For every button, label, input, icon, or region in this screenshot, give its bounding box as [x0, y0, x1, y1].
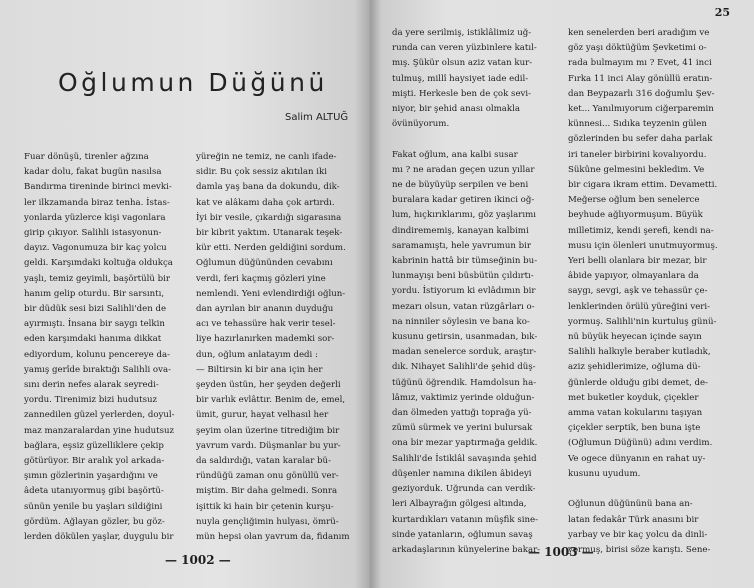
text-line: maz manzaralardan yine hudutsuz: [24, 425, 175, 436]
text-line: hanım gelip oturdu. Bir sarsıntı,: [24, 288, 165, 299]
text-line: saramamıştı, hele yavrumun bir: [392, 240, 531, 251]
text-line: dun, oğlum anlatayım dedi :: [196, 349, 318, 360]
text-line: lerden dökülen yaşlar, duygulu bir: [24, 532, 174, 543]
text-line: girip çıkıyor. Salihli istasyonun-: [24, 228, 162, 239]
text-line: övünüyorum.: [392, 119, 450, 130]
author-name: Salim ALTUĞ: [285, 112, 349, 123]
text-line: beyhude ağlıyormuşum. Büyük: [568, 210, 703, 221]
text-line: âdeta utanıyormuş gibi başörtü-: [24, 486, 164, 497]
text-line: nü büyük heyecan içinde sayın: [568, 332, 702, 343]
text-line: — Biltirsin ki bir ana için her: [196, 364, 323, 375]
text-line: Fırka 11 inci Alay gönüllü eratın-: [568, 73, 713, 84]
text-line: ediyordum, kolunu pencereye da-: [24, 349, 171, 360]
text-line: ne de büyüyüp serpilen ve beni: [392, 180, 529, 191]
text-line: ket... Yanılmıyorum ciğerparemin: [568, 104, 714, 115]
text-line: Fuar dönüşü, tirenler ağzına: [24, 152, 149, 162]
text-line: kusunu getirsin, usanmadan, bık-: [392, 332, 538, 343]
text-line: nemlendi. Yeni evlendirdiği oğlun-: [196, 288, 346, 299]
text-line: şımın gözlerinin yaşardığını ve: [24, 471, 158, 482]
text-line: acı ve tehassüre hak verir tesel-: [196, 319, 336, 330]
text-column-4: [568, 26, 738, 558]
text-line: sinde yatanların, oğlumun savaş: [392, 529, 533, 540]
text-line: lum, hıçkırıklarımı, göz yaşlarımı: [392, 210, 537, 221]
left-page: [0, 0, 370, 588]
text-line: yormuş, birisi söze karıştı. Sene-: [568, 544, 711, 555]
text-line: ründüğü zaman onu gönüllü ver-: [196, 471, 339, 482]
text-line: (Oğlumun Düğünü) adını verdim.: [568, 438, 713, 449]
article-title: Oğlumun Düğünü: [58, 68, 328, 97]
text-line: kadar dolu, fakat bugün nasılsa: [24, 167, 162, 178]
text-line: künnesi... Sıdıka teyzenin gülen: [568, 119, 707, 130]
text-line: met buketler koyduk, çiçekler: [568, 392, 699, 403]
text-line: niyor, bir şehid anası olmakla: [392, 104, 520, 115]
text-line: şeyden üstün, her şeyden değerli: [196, 380, 341, 391]
text-line: [392, 132, 552, 147]
text-line: ken senelerden beri aradığım ve: [568, 28, 710, 38]
text-line: götürüyor. Bir aralık yol arkada-: [24, 456, 165, 467]
text-column-2: [196, 150, 360, 545]
page-number-left: — 1002 —: [165, 553, 231, 567]
text-line: Salihli halkıyle beraber kutladık,: [568, 347, 711, 358]
text-line: Oğlunun düğününü bana an-: [568, 499, 693, 510]
text-line: Meğerse oğlum ben senelerce: [568, 195, 700, 206]
text-line: lunmayışı beni büsbütün çıldırtı-: [392, 271, 534, 282]
text-line: runda can veren yüzbinlere katıl-: [392, 43, 537, 54]
text-line: tüğünü öğrendik. Hamdolsun ha-: [392, 377, 537, 388]
text-line: ayırmıştı. İnsana bir saygı telkin: [24, 319, 165, 330]
text-line: musu için ölenleri unutmuyormuş.: [568, 240, 718, 251]
text-line: Yeri belli olanlara bir mezar, bir: [568, 256, 707, 267]
text-line: Salihli'de İstiklâl savaşında şehid: [392, 453, 537, 464]
text-line: bir kibrit yaktım. Utanarak teşek-: [196, 228, 343, 239]
text-line: göz yaşı döktüğüm Şevketimi o-: [568, 43, 707, 54]
text-line: geziyorduk. Uğrunda can verdik-: [392, 484, 536, 495]
text-line: aziz şehidlerimize, oğluma dü-: [568, 362, 701, 373]
text-line: zümü sürmek ve yerini bulursak: [392, 423, 533, 434]
text-line: yamış gerîde bıraktığı Salihli ova-: [24, 364, 171, 375]
text-line: yordu. Tirenimiz bizi hudutsuz: [24, 395, 158, 406]
text-line: da yere serilmiş, istiklâlimiz uğ-: [392, 28, 532, 38]
text-line: bir cigara ikram ettim. Devametti.: [568, 180, 718, 191]
text-line: tulmuş, millî haysiyet iade edil-: [392, 73, 529, 84]
text-line: çiçekler serptik, ben buna işte: [568, 423, 701, 434]
text-line: lenklerinden örülü yüreğini veri-: [568, 301, 711, 312]
text-line: kür etti. Nerden geldiğini sordum.: [196, 243, 346, 254]
text-line: zannedilen güzel yerlerden, doyul-: [24, 410, 175, 421]
text-line: gördüm. Ağlayan gözler, bu göz-: [24, 516, 165, 527]
text-line: geldi. Karşımdaki koltuğa oldukça: [24, 258, 173, 269]
text-line: damla yaş bana da dokundu, dik-: [196, 182, 340, 193]
text-line: verdi, feri kaçmış gözleri yine: [196, 273, 326, 284]
text-line: yormuş. Salihli'nin kurtuluş günü-: [568, 316, 717, 327]
text-line: lâmız, vaktimiz yerinde olduğun-: [392, 392, 535, 403]
text-line: iri taneler birbirini kovalıyordu.: [568, 149, 707, 160]
text-line: mış. Şükür olsun aziz vatan kur-: [392, 58, 533, 69]
text-line: Oğlumun düğününden cevabını: [196, 258, 333, 269]
text-line: kusunu uyudum.: [568, 468, 641, 479]
text-line: İyi bir vesile, çıkardığı sigarasına: [196, 212, 342, 223]
text-line: eden karşımdaki hanıma dikkat: [24, 334, 162, 345]
text-line: dan ayrılan bir ananın duyduğu: [196, 304, 334, 315]
text-line: yordu. İstiyorum ki evlâdımın bir: [392, 286, 536, 297]
text-line: nuyla gençliğimin hulyası, ömrü-: [196, 516, 339, 527]
text-line: şeyim olan üzerine titrediğim bir: [196, 425, 340, 436]
text-line: mı ? ne aradan geçen uzun yıllar: [392, 164, 535, 175]
text-line: bir varlık evlâttır. Benim de, emel,: [196, 395, 346, 406]
text-line: saygı, sevgi, aşk ve tehassür çe-: [568, 286, 708, 297]
text-line: sünün yenile bu yaşları sildiğini: [24, 501, 163, 512]
text-line: dayız. Vagonumuza bir kaç yolcu: [24, 243, 167, 254]
text-column-3: [392, 26, 552, 558]
text-line: yaşlı, temiz geyimli, başörtülü bir: [24, 273, 171, 284]
text-line: arkadaşlarının künyelerine bakar-: [392, 544, 541, 555]
text-line: na ninniler söylesin ve bana ko-: [392, 316, 530, 327]
text-line: kurtardıkları vatanın müşfik sine-: [392, 514, 539, 525]
text-line: ler ilkzamanda biraz tenha. İstas-: [24, 197, 170, 208]
text-line: yavrum vardı. Düşmanlar bu yur-: [196, 440, 341, 451]
text-line: düşenler namına dikilen âbideyi: [392, 468, 532, 479]
text-line: yonlarda yüzlerce kişi vagonlara: [24, 212, 166, 223]
text-line: ümit, gurur, hayat velhasıl her: [196, 410, 329, 421]
text-line: âbide yapıyor, olmayanlara da: [568, 271, 699, 282]
text-line: sidir. Bu çok sessiz akıtılan iki: [196, 167, 327, 178]
text-line: miştim. Bir daha gelmedi. Sonra: [196, 486, 338, 497]
text-line: sını derin nefes alarak seyredi-: [24, 380, 159, 391]
text-line: [568, 482, 738, 497]
text-line: rada bulmayım mı ? Evet, 41 inci: [568, 58, 712, 69]
text-column-1: [24, 150, 184, 545]
text-line: ona bir mezar yaptırmağa geldik.: [392, 438, 538, 449]
text-line: bir düdük sesi bizi Salihli'den de: [24, 304, 167, 315]
text-line: da saldırdığı, vatan karalar bü-: [196, 456, 331, 467]
text-line: latan fedakâr Türk anasını bir: [568, 514, 699, 525]
text-line: liye hazırlanırken mademki sor-: [196, 334, 335, 345]
text-line: ğünlerde olduğu gibi demet, de-: [568, 377, 709, 388]
text-line: amma vatan kokularını taşıyan: [568, 408, 703, 419]
text-line: Sükûne gelmesini bekledim. Ve: [568, 164, 705, 175]
text-line: yarbay ve bir kaç yolcu da dinli-: [568, 529, 708, 540]
text-line: madan senelerce sorduk, araştır-: [392, 347, 537, 358]
text-line: Bandırma tireninde birinci mevki-: [24, 182, 172, 193]
text-line: yüreğin ne temiz, ne canlı ifade-: [196, 152, 337, 162]
text-line: mişti. Herkesle ben de çok sevi-: [392, 88, 532, 99]
text-line: gözlerinden bu sefer daha parlak: [568, 134, 713, 145]
text-line: mün hepsi olan yavrum da, fidanım: [196, 532, 350, 543]
text-line: Fakat oğlum, ana kalbi susar: [392, 149, 518, 160]
right-page: [370, 0, 754, 588]
corner-page-number: 25: [714, 6, 730, 19]
text-line: buralara kadar getiren ikinci oğ-: [392, 195, 535, 206]
text-line: dan Beypazarlı 316 doğumlu Şev-: [568, 88, 715, 99]
text-line: milletimiz, kendi şerefi, kendi na-: [568, 225, 714, 236]
text-line: dindirememiş, kanayan kalbimi: [392, 225, 529, 236]
text-line: dan ölmeden yattığı toprağa yü-: [392, 408, 532, 419]
page-number-right: — 1003 —: [528, 545, 594, 559]
text-line: bağlara, eşsiz güzelliklere çekip: [24, 440, 164, 451]
text-line: Ve ogece dünyanın en rahat uy-: [568, 453, 706, 464]
text-line: mezarı olsun, vatan rüzgârları o-: [392, 301, 535, 312]
text-line: kabrinin hattâ bir tümseğinin bu-: [392, 256, 538, 267]
text-line: işittik ki hain bir çetenin kurşu-: [196, 501, 334, 512]
text-line: dık. Nihayet Salihli'de şehid düş-: [392, 362, 536, 373]
text-line: kat ve alâkamı daha çok artırdı.: [196, 197, 335, 208]
text-line: leri Albayrağın gölgesi altında,: [392, 499, 527, 510]
